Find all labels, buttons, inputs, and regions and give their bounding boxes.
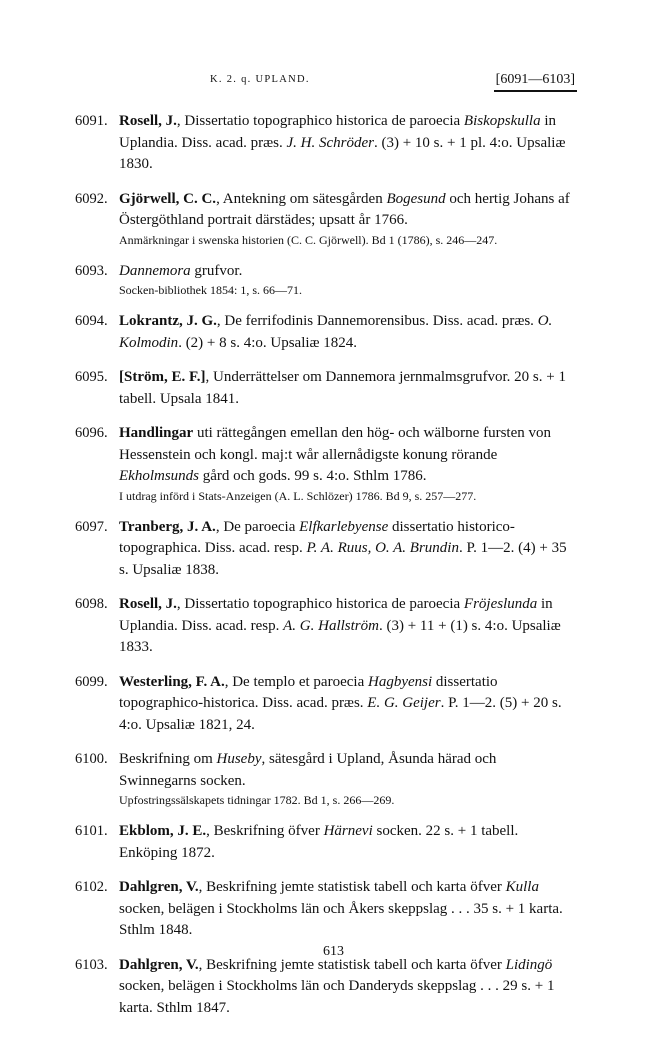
entry-emphasis: J. H. Schröder xyxy=(286,134,374,151)
entry-author: Lokrantz, J. G. xyxy=(119,313,217,329)
entry-author: Westerling, F. A. xyxy=(119,673,225,690)
running-head-title: K. 2. q. UPLAND. xyxy=(210,74,310,85)
bibliography-entry xyxy=(75,311,577,354)
entry-text: . P. 1—2. (4) + 35 s. Upsaliæ 1838. xyxy=(119,540,567,578)
entry-number: 6091. xyxy=(75,113,108,129)
entry-emphasis: Fröjeslunda xyxy=(463,596,538,612)
entry-number: 6095. xyxy=(75,369,108,385)
entry-number: 6092. xyxy=(75,190,108,207)
entry-text: dissertatio historico-topographica. Diss. acad. resp. xyxy=(119,518,515,556)
entry-text: gård och gods. 99 s. 4:o. Sthlm 1786. xyxy=(199,468,427,484)
entry-author: Ekblom, J. E. xyxy=(119,823,207,839)
entry-emphasis: Biskopskulla xyxy=(463,113,541,129)
entry-text: , De paroecia xyxy=(215,518,300,535)
entry-text: socken, belägen i Stockholms län och Danderyds skeppslag . . . 29 s. + 1 karta. Sthlm 1847. xyxy=(119,978,555,1016)
bibliography-entry xyxy=(75,672,577,737)
entry-author: Tranberg, J. A. xyxy=(119,518,216,535)
bibliography-entry xyxy=(75,749,577,808)
entry-citation xyxy=(119,821,577,864)
bibliography-entry xyxy=(75,261,577,299)
entry-citation xyxy=(119,423,577,488)
entry-text: . P. 1—2. (5) + 20 s. 4:o. Upsaliæ 1821, 24. xyxy=(119,695,562,733)
entry-note: Anmärkningar i swenska historien (C. C. Gjörwell). Bd 1 (1786), s. 246—247. xyxy=(119,232,498,247)
bibliography-entry xyxy=(75,111,577,176)
entry-text: . (3) + 10 s. + 1 pl. 4:o. Upsaliæ 1830. xyxy=(119,134,566,172)
entry-text: , De ferrifodinis Dannemorensibus. Diss. acad. præs. xyxy=(216,313,538,329)
entry-note: I utdrag införd i Stats-Anzeigen (A. L. Schlözer) 1786. Bd 9, s. 257—277. xyxy=(119,488,477,503)
entry-text: , Beskrifning jemte statistisk tabell och karta öfver xyxy=(198,956,506,973)
bibliography-entry xyxy=(75,517,577,582)
entry-citation xyxy=(119,517,577,582)
bibliography-entry xyxy=(75,367,577,410)
entry-citation xyxy=(119,261,577,283)
entry-text: , Underrättelser om Dannemora jernmalmsgrufvor. 20 s. + 1 tabell. Upsala 1841. xyxy=(119,369,566,407)
bibliography-list xyxy=(75,111,577,1032)
entry-citation xyxy=(119,367,577,410)
entry-emphasis: P. A. Ruus, O. A. Brundin xyxy=(306,540,459,556)
bibliography-entry xyxy=(75,189,577,248)
entry-text: . (2) + 8 s. 4:o. Upsaliæ 1824. xyxy=(178,334,358,351)
entry-emphasis: Härnevi xyxy=(323,823,373,839)
bibliography-entry xyxy=(75,594,577,659)
entry-text: , Antekning om sätesgården xyxy=(216,190,387,207)
entry-text: in Uplandia. Diss. acad. præs. xyxy=(119,113,556,151)
entry-text: , Beskrifning jemte statistisk tabell och karta öfver xyxy=(198,879,506,895)
entry-text: dissertatio topographico-historica. Diss. acad. præs. xyxy=(119,673,498,711)
entry-emphasis: Huseby xyxy=(216,751,262,767)
entry-citation xyxy=(119,672,577,737)
entry-citation xyxy=(119,111,577,176)
entry-emphasis: O. Kolmodin xyxy=(119,313,553,351)
entry-emphasis: Hagbyensi xyxy=(367,673,433,690)
entry-emphasis: Bogesund xyxy=(386,190,446,207)
entry-number: 6097. xyxy=(75,518,108,535)
entry-number: 6098. xyxy=(75,596,108,612)
entry-emphasis: Elfkarlebyense xyxy=(299,518,389,535)
bibliography-entry xyxy=(75,821,577,864)
entry-citation xyxy=(119,189,577,232)
entry-text: , sätesgård i Upland, Åsunda härad och Swinnegarns socken. xyxy=(119,751,497,789)
entry-author: [Ström, E. F.] xyxy=(119,369,206,385)
entry-author: Dahlgren, V. xyxy=(119,879,199,895)
entry-text: , Dissertatio topographico historica de paroecia xyxy=(176,113,464,129)
page-number: 613 xyxy=(323,944,344,959)
entry-author: Dahlgren, V. xyxy=(119,956,199,973)
entry-author: Handlingar xyxy=(119,425,194,441)
entry-number: 6093. xyxy=(75,262,108,279)
entry-emphasis: A. G. Hallström xyxy=(283,617,379,634)
entry-text: Beskrifning om xyxy=(119,751,217,767)
entry-text: uti rättegången emellan den hög- och wälborne fursten von Hessenstein och kongl. maj:t wår allernådigste konung rörande xyxy=(119,425,551,463)
entry-author: Rosell, J. xyxy=(119,113,177,129)
entry-range: [6091—6103] xyxy=(494,72,577,92)
entry-text: socken, belägen i Stockholms län och Åkers skeppslag . . . 35 s. + 1 karta. Sthlm 1848. xyxy=(119,900,563,938)
entry-emphasis: Lidingö xyxy=(505,956,553,973)
entry-text: och hertig Johans af Östergöthland portrait därstädes; upsatt år 1766. xyxy=(119,190,570,228)
entry-number: 6099. xyxy=(75,673,108,690)
entry-emphasis: Kulla xyxy=(505,879,539,895)
entry-emphasis: Ekholmsunds xyxy=(119,468,199,484)
entry-note: Upfostringssälskapets tidningar 1782. Bd 1, s. 266—269. xyxy=(119,793,395,807)
entry-note: Socken-bibliothek 1854: 1, s. 66—71. xyxy=(119,283,302,297)
bibliography-entry xyxy=(75,877,577,942)
entry-text: in Uplandia. Diss. acad. resp. xyxy=(119,596,553,634)
entry-text: grufvor. xyxy=(190,262,243,279)
entry-text: , Beskrifning öfver xyxy=(206,823,324,839)
entry-number: 6094. xyxy=(75,313,108,329)
entry-citation xyxy=(119,749,577,792)
entry-citation xyxy=(119,311,577,354)
entry-number: 6100. xyxy=(75,751,108,767)
bibliography-entry xyxy=(75,955,577,1020)
entry-text: , De templo et paroecia xyxy=(224,673,368,690)
entry-author: Gjörwell, C. C. xyxy=(119,190,217,207)
entry-citation xyxy=(119,955,577,1020)
entry-emphasis: Dannemora xyxy=(119,262,191,279)
entry-text: . (3) + 11 + (1) s. 4:o. Upsaliæ 1833. xyxy=(119,617,561,655)
bibliography-entry xyxy=(75,423,577,504)
entry-citation xyxy=(119,594,577,659)
entry-number: 6101. xyxy=(75,823,108,839)
entry-number: 6096. xyxy=(75,425,108,441)
entry-text: socken. 22 s. + 1 tabell. Enköping 1872. xyxy=(119,823,519,861)
entry-citation xyxy=(119,877,577,942)
entry-author: Rosell, J. xyxy=(119,596,177,612)
entry-number: 6102. xyxy=(75,879,108,895)
entry-text: , Dissertatio topographico historica de paroecia xyxy=(176,596,464,612)
entry-emphasis: E. G. Geijer xyxy=(367,695,441,711)
entry-number: 6103. xyxy=(75,956,108,973)
running-head xyxy=(75,68,577,96)
